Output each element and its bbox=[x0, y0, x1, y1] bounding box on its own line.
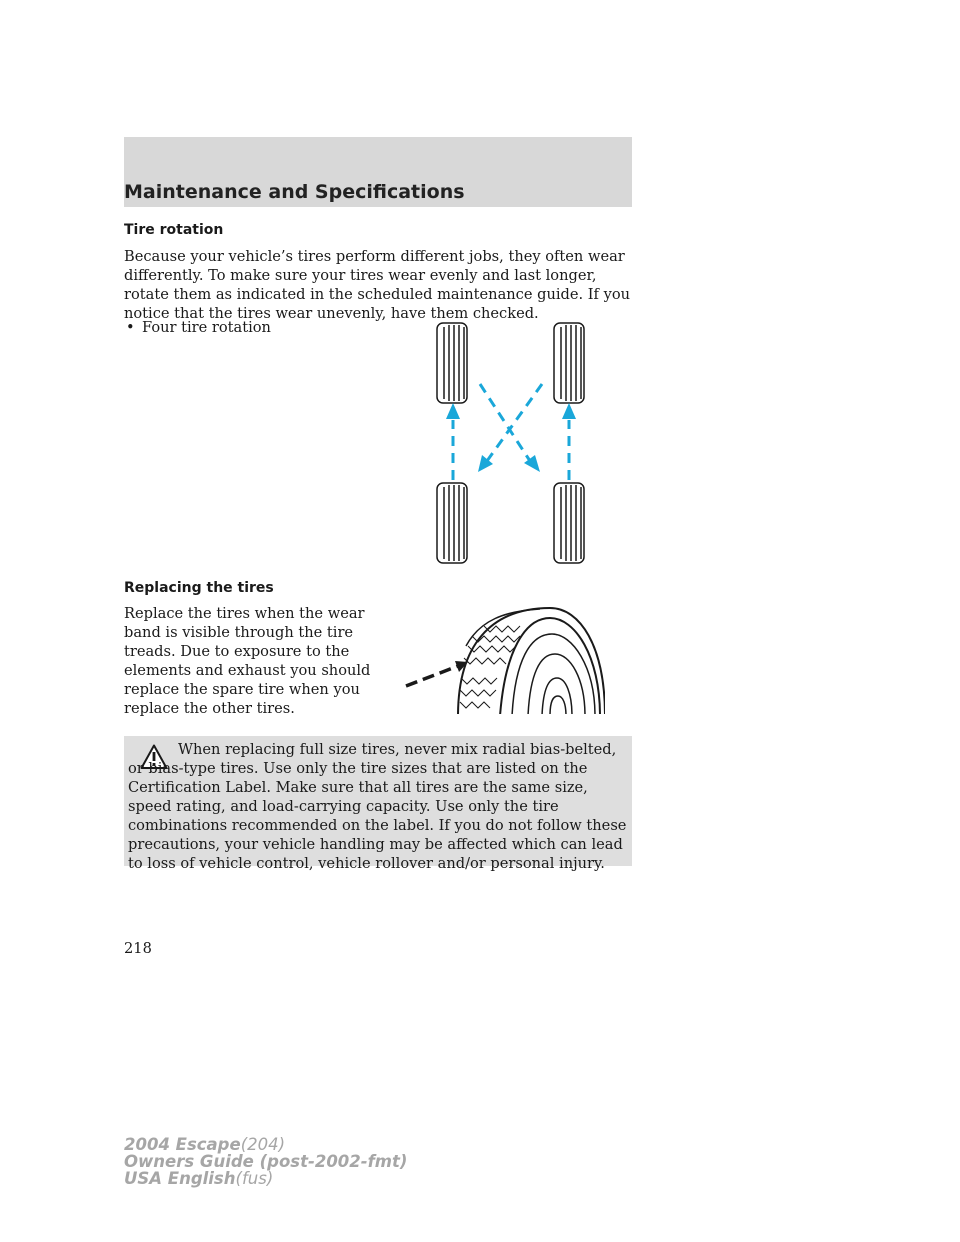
warning-box bbox=[124, 736, 632, 872]
rear-right-tire bbox=[554, 483, 584, 563]
tire-rotation-heading: Tire rotation bbox=[124, 222, 224, 238]
rear-left-tire bbox=[437, 483, 467, 563]
bullet-dot: • bbox=[126, 319, 135, 336]
footer-line-model bbox=[124, 1136, 407, 1153]
footer bbox=[124, 1136, 407, 1187]
wear-band-pointer bbox=[406, 661, 468, 686]
header-band bbox=[124, 137, 632, 207]
front-left-tire bbox=[437, 323, 467, 403]
footer-line-language bbox=[124, 1170, 407, 1187]
footer-model: 2004 Escape bbox=[124, 1135, 241, 1154]
rotation-arrows bbox=[453, 384, 569, 480]
front-right-tire bbox=[554, 323, 584, 403]
tread-wear-illustration bbox=[400, 606, 605, 716]
footer-model-code: (204) bbox=[240, 1135, 286, 1154]
replacing-tires-heading: Replacing the tires bbox=[124, 580, 274, 596]
warning-text: When replacing full size tires, never mix radial bias-belted, or bias-type tires. Use only the tire sizes that are listed on the Certification Label. Make sure that all tires are the same size, speed rating, and load-carrying capacity. Use only the tire combinations recommended on the label. If you do not follow these precautions, your vehicle handling may be affected which can lead to loss of vehicle control, vehicle rollover and/or personal injury. bbox=[128, 741, 627, 872]
footer-guide: Owners Guide (post-2002-fmt) bbox=[124, 1152, 408, 1171]
arrow-heads bbox=[446, 403, 576, 472]
footer-language: USA English bbox=[124, 1169, 236, 1188]
tire-rotation-paragraph: Because your vehicle’s tires perform different jobs, they often wear differently. To make sure your tires wear evenly and last longer, rotate them as indicated in the scheduled maintenance guide. If you notice that the tires wear unevenly, have them checked. bbox=[124, 248, 631, 322]
replacing-tires-paragraph: Replace the tires when the wear band is visible through the tire treads. Due to exposure to the elements and exhaust you should replace the spare tire when you replace the other tires. bbox=[124, 605, 371, 717]
page-number: 218 bbox=[124, 940, 152, 957]
page-header-title: Maintenance and Specifications bbox=[124, 181, 465, 203]
tire-rotation-diagram bbox=[420, 315, 600, 565]
four-tire-rotation-label: Four tire rotation bbox=[142, 319, 271, 336]
footer-language-code: (fus) bbox=[235, 1169, 274, 1188]
